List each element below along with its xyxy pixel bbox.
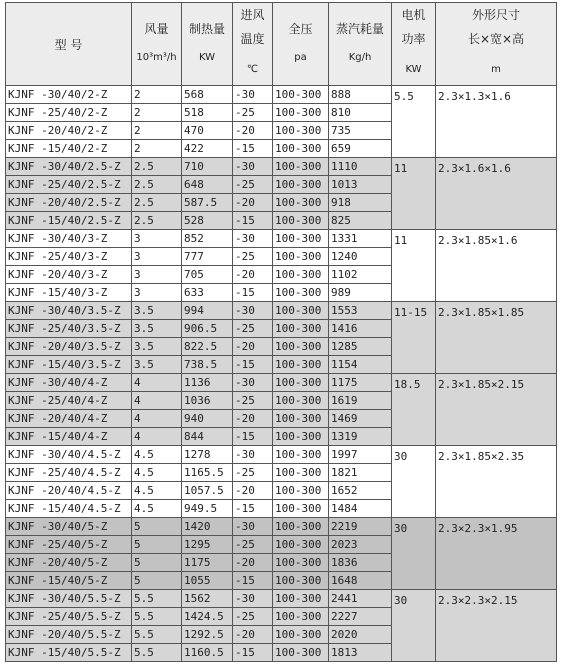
heat-cell: 705	[182, 266, 233, 284]
heat-cell: 422	[182, 140, 233, 158]
steam-cell: 1619	[329, 392, 392, 410]
steam-cell: 1836	[329, 554, 392, 572]
inlet-temp-cell: -15	[233, 500, 273, 518]
header-dimensions-label-2: 长×宽×高	[467, 32, 525, 46]
airflow-cell: 4.5	[132, 446, 182, 464]
heat-cell: 949.5	[182, 500, 233, 518]
steam-cell: 1813	[329, 644, 392, 662]
inlet-temp-cell: -30	[233, 374, 273, 392]
model-cell: KJNF -25/40/4.5-Z	[6, 464, 132, 482]
model-cell: KJNF -20/40/2.5-Z	[6, 194, 132, 212]
steam-cell: 1484	[329, 500, 392, 518]
inlet-temp-cell: -25	[233, 608, 273, 626]
dimensions-cell: 2.3×2.3×2.15	[436, 590, 557, 662]
pressure-cell: 100-300	[273, 266, 329, 284]
inlet-temp-cell: -15	[233, 428, 273, 446]
inlet-temp-cell: -25	[233, 464, 273, 482]
heat-cell: 1295	[182, 536, 233, 554]
header-dimensions	[436, 3, 557, 86]
inlet-temp-cell: -25	[233, 248, 273, 266]
model-cell: KJNF -20/40/3-Z	[6, 266, 132, 284]
motor-power-cell: 11	[392, 158, 436, 230]
inlet-temp-cell: -20	[233, 626, 273, 644]
heat-cell: 940	[182, 410, 233, 428]
model-cell: KJNF -25/40/2-Z	[6, 104, 132, 122]
steam-cell: 1553	[329, 302, 392, 320]
motor-power-cell: 30	[392, 446, 436, 518]
steam-cell: 1285	[329, 338, 392, 356]
heat-cell: 1278	[182, 446, 233, 464]
heat-cell: 470	[182, 122, 233, 140]
pressure-cell: 100-300	[273, 626, 329, 644]
steam-cell: 2227	[329, 608, 392, 626]
table-header	[6, 3, 557, 86]
airflow-cell: 3.5	[132, 356, 182, 374]
inlet-temp-cell: -30	[233, 302, 273, 320]
table-row	[6, 590, 557, 608]
heat-cell: 1057.5	[182, 482, 233, 500]
steam-cell: 825	[329, 212, 392, 230]
model-cell: KJNF -20/40/5-Z	[6, 554, 132, 572]
model-cell: KJNF -15/40/4-Z	[6, 428, 132, 446]
model-cell: KJNF -15/40/2-Z	[6, 140, 132, 158]
pressure-cell: 100-300	[273, 122, 329, 140]
model-cell: KJNF -20/40/3.5-Z	[6, 338, 132, 356]
airflow-cell: 4.5	[132, 500, 182, 518]
steam-cell: 1110	[329, 158, 392, 176]
pressure-cell: 100-300	[273, 230, 329, 248]
header-pressure-label: 全压	[288, 22, 313, 36]
steam-cell: 1648	[329, 572, 392, 590]
pressure-cell: 100-300	[273, 446, 329, 464]
airflow-cell: 5	[132, 572, 182, 590]
steam-cell: 2441	[329, 590, 392, 608]
pressure-cell: 100-300	[273, 194, 329, 212]
model-cell: KJNF -25/40/4-Z	[6, 392, 132, 410]
heat-cell: 710	[182, 158, 233, 176]
heat-cell: 906.5	[182, 320, 233, 338]
motor-power-cell: 11	[392, 230, 436, 302]
steam-cell: 989	[329, 284, 392, 302]
dimensions-cell: 2.3×1.85×1.6	[436, 230, 557, 302]
steam-cell: 1175	[329, 374, 392, 392]
steam-cell: 2219	[329, 518, 392, 536]
inlet-temp-cell: -15	[233, 212, 273, 230]
heat-cell: 777	[182, 248, 233, 266]
pressure-cell: 100-300	[273, 338, 329, 356]
inlet-temp-cell: -15	[233, 356, 273, 374]
airflow-cell: 5.5	[132, 590, 182, 608]
model-cell: KJNF -20/40/4.5-Z	[6, 482, 132, 500]
airflow-cell: 2	[132, 122, 182, 140]
heat-cell: 1055	[182, 572, 233, 590]
inlet-temp-cell: -25	[233, 320, 273, 338]
model-cell: KJNF -15/40/5-Z	[6, 572, 132, 590]
airflow-cell: 2.5	[132, 176, 182, 194]
airflow-cell: 5.5	[132, 608, 182, 626]
pressure-cell: 100-300	[273, 500, 329, 518]
airflow-cell: 5.5	[132, 644, 182, 662]
table-row	[6, 230, 557, 248]
pressure-cell: 100-300	[273, 356, 329, 374]
inlet-temp-cell: -20	[233, 482, 273, 500]
steam-cell: 1240	[329, 248, 392, 266]
table-row	[6, 86, 557, 104]
table-row	[6, 158, 557, 176]
inlet-temp-cell: -20	[233, 194, 273, 212]
airflow-cell: 4	[132, 410, 182, 428]
table-row	[6, 302, 557, 320]
pressure-cell: 100-300	[273, 248, 329, 266]
header-inlet-temp	[233, 3, 273, 86]
header-motor-label-2: 功率	[401, 32, 426, 46]
inlet-temp-cell: -25	[233, 104, 273, 122]
model-cell: KJNF -15/40/3-Z	[6, 284, 132, 302]
heat-cell: 1175	[182, 554, 233, 572]
airflow-cell: 2	[132, 104, 182, 122]
model-cell: KJNF -30/40/2-Z	[6, 86, 132, 104]
inlet-temp-cell: -15	[233, 140, 273, 158]
airflow-cell: 4	[132, 374, 182, 392]
model-cell: KJNF -25/40/5.5-Z	[6, 608, 132, 626]
pressure-cell: 100-300	[273, 554, 329, 572]
inlet-temp-cell: -20	[233, 266, 273, 284]
inlet-temp-cell: -30	[233, 590, 273, 608]
model-cell: KJNF -25/40/2.5-Z	[6, 176, 132, 194]
airflow-cell: 2.5	[132, 194, 182, 212]
model-cell: KJNF -30/40/4-Z	[6, 374, 132, 392]
dimensions-cell: 2.3×1.85×2.15	[436, 374, 557, 446]
heat-cell: 528	[182, 212, 233, 230]
pressure-cell: 100-300	[273, 86, 329, 104]
dimensions-cell: 2.3×1.85×1.85	[436, 302, 557, 374]
steam-cell: 1319	[329, 428, 392, 446]
model-cell: KJNF -30/40/3-Z	[6, 230, 132, 248]
heat-cell: 1160.5	[182, 644, 233, 662]
airflow-cell: 3	[132, 230, 182, 248]
pressure-cell: 100-300	[273, 644, 329, 662]
table-row	[6, 518, 557, 536]
steam-cell: 1416	[329, 320, 392, 338]
header-steam	[329, 3, 392, 86]
airflow-cell: 3	[132, 248, 182, 266]
heat-cell: 738.5	[182, 356, 233, 374]
motor-power-cell: 30	[392, 518, 436, 590]
airflow-cell: 3	[132, 266, 182, 284]
pressure-cell: 100-300	[273, 212, 329, 230]
heat-cell: 994	[182, 302, 233, 320]
inlet-temp-cell: -25	[233, 392, 273, 410]
model-cell: KJNF -30/40/2.5-Z	[6, 158, 132, 176]
model-cell: KJNF -25/40/3.5-Z	[6, 320, 132, 338]
inlet-temp-cell: -15	[233, 572, 273, 590]
inlet-temp-cell: -25	[233, 536, 273, 554]
header-inlet-temp-label-2: 温度	[240, 32, 265, 46]
dimensions-cell: 2.3×1.3×1.6	[436, 86, 557, 158]
heat-cell: 1424.5	[182, 608, 233, 626]
steam-cell: 1102	[329, 266, 392, 284]
model-cell: KJNF -15/40/5.5-Z	[6, 644, 132, 662]
airflow-cell: 4	[132, 392, 182, 410]
header-pressure	[273, 3, 329, 86]
steam-cell: 1469	[329, 410, 392, 428]
header-heat	[182, 3, 233, 86]
steam-cell: 1652	[329, 482, 392, 500]
pressure-cell: 100-300	[273, 320, 329, 338]
header-model-label: 型 号	[54, 38, 83, 52]
header-pressure-unit: pa	[294, 52, 307, 63]
inlet-temp-cell: -30	[233, 86, 273, 104]
inlet-temp-cell: -15	[233, 284, 273, 302]
model-cell: KJNF -15/40/2.5-Z	[6, 212, 132, 230]
model-cell: KJNF -30/40/5.5-Z	[6, 590, 132, 608]
model-cell: KJNF -25/40/5-Z	[6, 536, 132, 554]
inlet-temp-cell: -15	[233, 644, 273, 662]
airflow-cell: 3.5	[132, 320, 182, 338]
heat-cell: 822.5	[182, 338, 233, 356]
pressure-cell: 100-300	[273, 302, 329, 320]
model-cell: KJNF -15/40/3.5-Z	[6, 356, 132, 374]
pressure-cell: 100-300	[273, 464, 329, 482]
dimensions-cell: 2.3×1.6×1.6	[436, 158, 557, 230]
header-airflow-label: 风量	[144, 22, 169, 36]
model-cell: KJNF -30/40/5-Z	[6, 518, 132, 536]
steam-cell: 918	[329, 194, 392, 212]
header-heat-label: 制热量	[188, 22, 225, 36]
inlet-temp-cell: -30	[233, 158, 273, 176]
steam-cell: 1154	[329, 356, 392, 374]
inlet-temp-cell: -20	[233, 554, 273, 572]
header-heat-unit: KW	[198, 52, 216, 63]
inlet-temp-cell: -30	[233, 230, 273, 248]
dimensions-cell: 2.3×1.85×2.35	[436, 446, 557, 518]
airflow-cell: 5	[132, 536, 182, 554]
heat-cell: 844	[182, 428, 233, 446]
airflow-cell: 3	[132, 284, 182, 302]
airflow-cell: 2	[132, 86, 182, 104]
heat-cell: 1562	[182, 590, 233, 608]
header-steam-label: 蒸汽耗量	[335, 22, 384, 36]
model-cell: KJNF -30/40/4.5-Z	[6, 446, 132, 464]
table-row	[6, 374, 557, 392]
heat-cell: 1136	[182, 374, 233, 392]
steam-cell: 1821	[329, 464, 392, 482]
steam-cell: 888	[329, 86, 392, 104]
heat-cell: 1292.5	[182, 626, 233, 644]
airflow-cell: 4.5	[132, 482, 182, 500]
airflow-cell: 3.5	[132, 338, 182, 356]
heat-cell: 1165.5	[182, 464, 233, 482]
table-row	[6, 446, 557, 464]
airflow-cell: 4	[132, 428, 182, 446]
steam-cell: 2023	[329, 536, 392, 554]
heat-cell: 633	[182, 284, 233, 302]
pressure-cell: 100-300	[273, 536, 329, 554]
motor-power-cell: 11-15	[392, 302, 436, 374]
model-cell: KJNF -20/40/5.5-Z	[6, 626, 132, 644]
airflow-cell: 3.5	[132, 302, 182, 320]
header-model	[6, 3, 132, 86]
pressure-cell: 100-300	[273, 482, 329, 500]
header-motor	[392, 3, 436, 86]
pressure-cell: 100-300	[273, 608, 329, 626]
heat-cell: 1036	[182, 392, 233, 410]
header-dimensions-unit: m	[491, 64, 501, 75]
airflow-cell: 2.5	[132, 158, 182, 176]
model-cell: KJNF -30/40/3.5-Z	[6, 302, 132, 320]
pressure-cell: 100-300	[273, 374, 329, 392]
header-inlet-temp-label-1: 进风	[240, 8, 265, 22]
spec-table-container	[5, 2, 557, 662]
inlet-temp-cell: -20	[233, 338, 273, 356]
dimensions-cell: 2.3×2.3×1.95	[436, 518, 557, 590]
pressure-cell: 100-300	[273, 428, 329, 446]
airflow-cell: 5	[132, 554, 182, 572]
motor-power-cell: 30	[392, 590, 436, 662]
header-dimensions-label-1: 外形尺寸	[471, 8, 520, 22]
pressure-cell: 100-300	[273, 176, 329, 194]
airflow-cell: 4.5	[132, 464, 182, 482]
table-body	[6, 86, 557, 662]
airflow-cell: 5	[132, 518, 182, 536]
pressure-cell: 100-300	[273, 590, 329, 608]
inlet-temp-cell: -20	[233, 122, 273, 140]
heat-cell: 568	[182, 86, 233, 104]
model-cell: KJNF -25/40/3-Z	[6, 248, 132, 266]
pressure-cell: 100-300	[273, 140, 329, 158]
pressure-cell: 100-300	[273, 158, 329, 176]
heat-cell: 648	[182, 176, 233, 194]
header-airflow	[132, 3, 182, 86]
pressure-cell: 100-300	[273, 518, 329, 536]
steam-cell: 735	[329, 122, 392, 140]
airflow-cell: 2	[132, 140, 182, 158]
header-airflow-unit: 10³m³/h	[136, 52, 177, 63]
inlet-temp-cell: -20	[233, 410, 273, 428]
pressure-cell: 100-300	[273, 392, 329, 410]
heat-cell: 852	[182, 230, 233, 248]
steam-cell: 1013	[329, 176, 392, 194]
motor-power-cell: 5.5	[392, 86, 436, 158]
airflow-cell: 2.5	[132, 212, 182, 230]
model-cell: KJNF -20/40/4-Z	[6, 410, 132, 428]
header-motor-unit: KW	[405, 64, 422, 75]
steam-cell: 2020	[329, 626, 392, 644]
airflow-cell: 5.5	[132, 626, 182, 644]
motor-power-cell: 18.5	[392, 374, 436, 446]
pressure-cell: 100-300	[273, 572, 329, 590]
pressure-cell: 100-300	[273, 284, 329, 302]
inlet-temp-cell: -30	[233, 518, 273, 536]
steam-cell: 1331	[329, 230, 392, 248]
spec-table	[5, 2, 557, 662]
heat-cell: 518	[182, 104, 233, 122]
steam-cell: 810	[329, 104, 392, 122]
heat-cell: 1420	[182, 518, 233, 536]
model-cell: KJNF -20/40/2-Z	[6, 122, 132, 140]
header-inlet-temp-unit: ℃	[246, 64, 259, 75]
inlet-temp-cell: -25	[233, 176, 273, 194]
heat-cell: 587.5	[182, 194, 233, 212]
header-motor-label-1: 电机	[401, 8, 426, 22]
model-cell: KJNF -15/40/4.5-Z	[6, 500, 132, 518]
steam-cell: 659	[329, 140, 392, 158]
pressure-cell: 100-300	[273, 104, 329, 122]
pressure-cell: 100-300	[273, 410, 329, 428]
steam-cell: 1997	[329, 446, 392, 464]
header-steam-unit: Kg/h	[348, 52, 372, 63]
inlet-temp-cell: -30	[233, 446, 273, 464]
